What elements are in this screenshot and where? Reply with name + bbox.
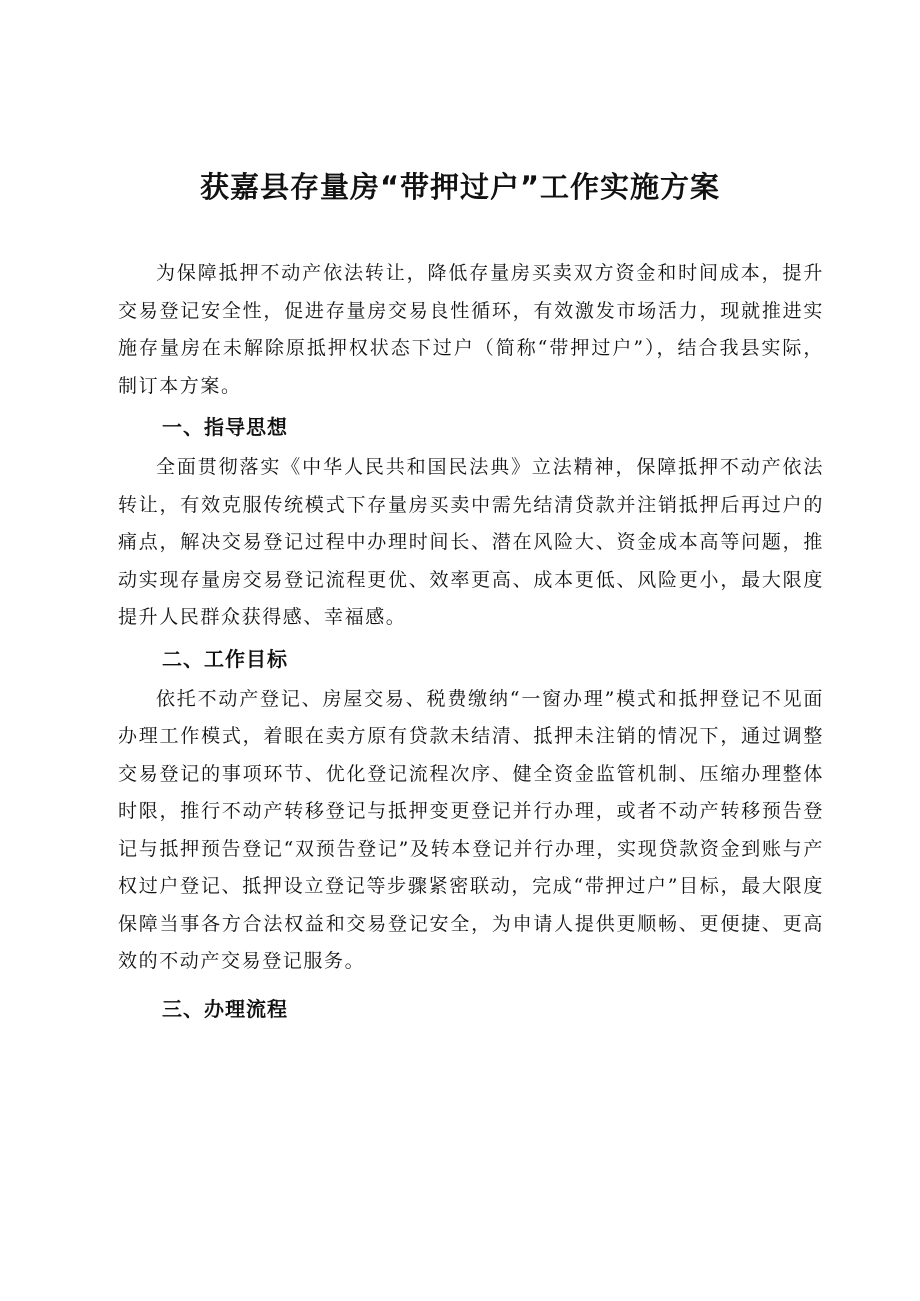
document-title: 获嘉县存量房“带押过户”工作实施方案 (199, 170, 721, 204)
section-heading-work-goals: 二、工作目标 (162, 646, 288, 671)
intro-paragraph: 为保障抵押不动产依法转让，降低存量房买卖双方资金和时间成本，提升交易登记安全性，促进存量房交易良性循环，有效激发市场活力，现就推进实施存量房在未解除原抵押权状态下过户（简称“带押过户”），结合我县实际，制订本方案。 (118, 262, 824, 397)
section-heading-procedure: 三、办理流程 (162, 996, 288, 1021)
section-paragraph-work-goals: 依托不动产登记、房屋交易、税费缴纳“一窗办理”模式和抵押登记不见面办理工作模式，着眼在卖方原有贷款未结清、抵押未注销的情况下，通过调整交易登记的事项环节、优化登记流程次序、健全资金监管机制、压缩办理整体时限，推行不动产转移登记与抵押变更登记并行办理，或者不动产转移预告登记与抵押预告登记“双预告登记”及转本登记并行办理，实现贷款资金到账与产权过户登记、抵押设立登记等步骤紧密联动，完成“带押过户”目标，最大限度保障当事各方合法权益和交易登记安全，为申请人提供更顺畅、更便捷、更高效的不动产交易登记服务。 (118, 687, 824, 972)
section-paragraph-guiding-ideology: 全面贯彻落实《中华人民共和国民法典》立法精神，保障抵押不动产依法转让，有效克服传统模式下存量房买卖中需先结清贷款并注销抵押后再过户的痛点，解决交易登记过程中办理时间长、潜在风险大、资金成本高等问题，推动实现存量房交易登记流程更优、效率更高、成本更低、风险更小，最大限度提升人民群众获得感、幸福感。 (118, 456, 824, 628)
section-heading-guiding-ideology: 一、指导思想 (162, 415, 288, 439)
document-body (118, 255, 824, 1031)
